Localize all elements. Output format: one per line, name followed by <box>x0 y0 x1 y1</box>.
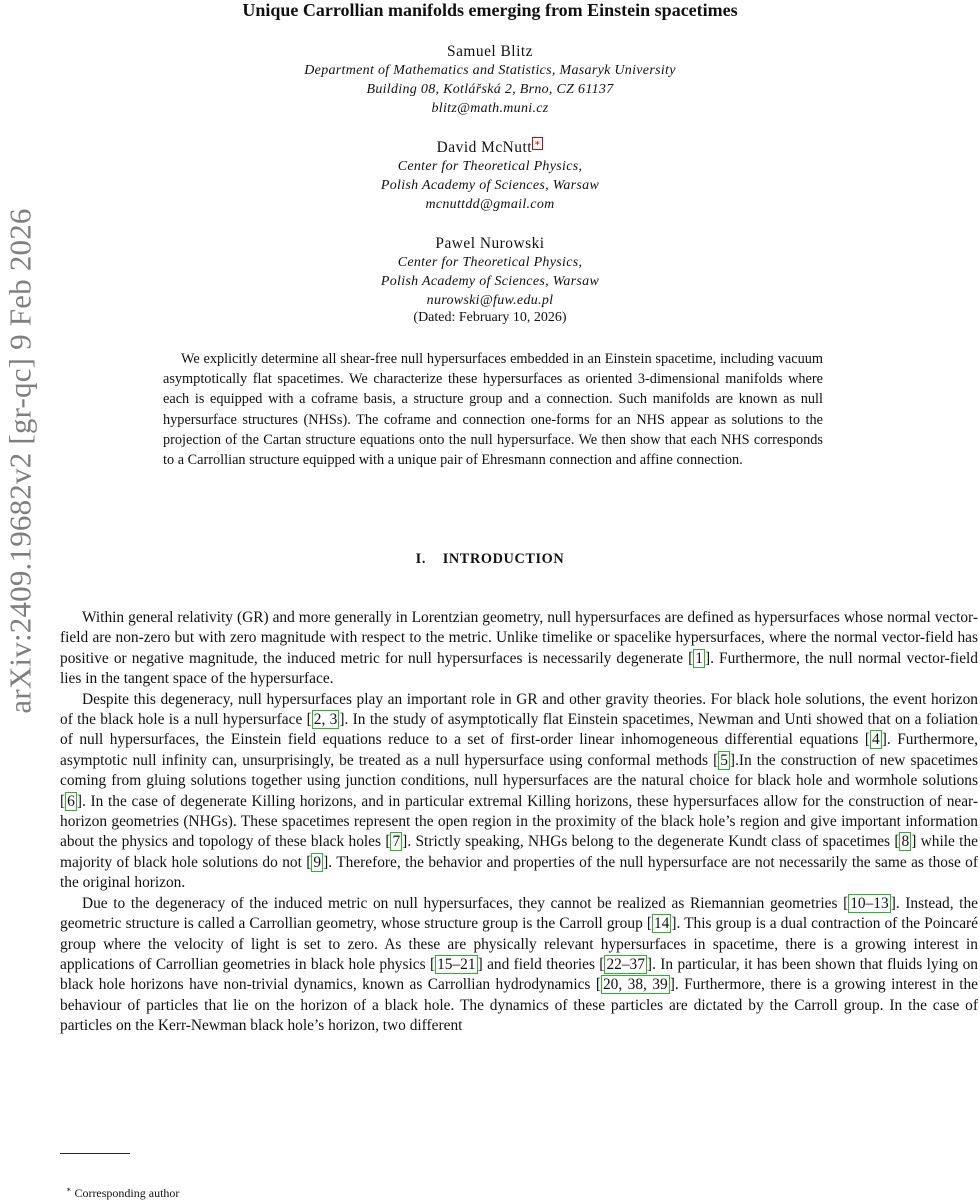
author-affiliation: Center for Theoretical Physics, <box>397 159 583 174</box>
paragraph-text: . This group is a dual contraction of the Poincaré group where the velocity of light is set to zero. As these are physically relevant hypersurfaces in spacetime, there is a growing interest in applications of Carrollian geometries in black hole physics <box>60 915 978 973</box>
footnote-link[interactable]: ∗ <box>534 137 542 149</box>
date-line: (Dated: February 10, 2026) <box>413 310 567 325</box>
citation-link[interactable]: 9 <box>313 853 322 871</box>
citation-link[interactable]: 1 <box>695 649 703 667</box>
paper-title: Unique Carrollian manifolds emerging from Einstein spacetimes <box>242 0 738 20</box>
paragraph-text: Due to the degeneracy of the induced metric on null hypersurfaces, they cannot be realized as Riemannian geometries <box>82 894 844 912</box>
paragraph-text: . Therefore, the behavior and properties of the null hypersurface are not necessarily the same as those of the original horizon. <box>60 853 979 892</box>
footnote-divider <box>60 1153 130 1154</box>
paragraph-text: Despite this degeneracy, null hypersurfaces play an important role in GR and other gravity theories. For black hole solutions, the event horizon of the black hole is a null hypersurface <box>60 690 978 729</box>
body-paragraph: Within general relativity (GR) and more generally in Lorentzian geometry, null hypersurfaces are defined as hypersurfaces whose normal vector-field are non-zero but with zero magnitude with respect to the metric. Unlike timelike or spacelike hypersurfaces, where the normal vector-field has positive or negative magnitude, the induced metric for null hypersurfaces is necessarily degenerate [ 1 ]. Furthermore, the null normal vector-field lies in the tangent space of the hypersurface. <box>60 609 978 688</box>
citation-link[interactable]: 4 <box>872 731 880 749</box>
abstract: We explicitly determine all shear-free null hypersurfaces embedded in an Einstein spacetime, including vacuum asymptotically flat spacetimes. We characterize these hypersurfaces as oriented 3-dimensional manifolds where each is equipped with a coframe basis, a structure group and a connection. Such manifolds are known as null hypersurface structures (NHSs). The coframe and connection one-forms for an NHS appear as solutions to the projection of the Cartan structure equations onto the null hypersurface. We then show that each NHS corresponds to a Carrollian structure equipped with a unique pair of Ehresmann connection and affine connection. <box>163 351 823 469</box>
author-address: Polish Academy of Sciences, Warsaw <box>380 178 600 193</box>
author-affiliation: Department of Mathematics and Statistics, Masaryk University <box>304 63 676 78</box>
author-name: David McNutt <box>436 139 533 156</box>
paragraph-text: .In the construction of new spacetimes coming from gluing solutions together using junction conditions, null hypersurfaces are the natural choice for black hole and wormhole solutions <box>60 751 978 790</box>
author-address: Building 08, Kotlářská 2, Brno, CZ 61137 <box>366 82 614 97</box>
author-affiliation: Center for Theoretical Physics, <box>397 255 583 270</box>
citation-link[interactable]: 2, 3 <box>313 711 338 729</box>
paragraph-text: while the majority of black hole solutions do not <box>60 833 978 871</box>
citation-link[interactable]: 15–21 <box>437 955 476 973</box>
section-heading <box>0 551 980 568</box>
author-email: nurowski@fuw.edu.pl <box>426 293 554 308</box>
citation-link[interactable]: 8 <box>901 833 910 851</box>
arxiv-identifier-text: arXiv:2409.19682v2 [gr-qc] 9 Feb 2026 <box>3 208 38 714</box>
citation-link[interactable]: 5 <box>720 751 728 769</box>
author-block <box>150 138 830 214</box>
citation-link[interactable]: 10–13 <box>850 894 889 912</box>
paragraph-text: . Furthermore, the null normal vector-field lies in the tangent space of the hypersurface. <box>60 649 978 688</box>
author-email: blitz@math.muni.cz <box>431 101 549 116</box>
author-name-row <box>150 138 830 157</box>
citation-link[interactable]: 7 <box>392 833 401 851</box>
footnote <box>66 1183 179 1200</box>
paragraph-text: . In particular, it has been shown that fluids lying on black hole horizons have non-trivial dynamics, known as Carrollian hydrodynamics <box>60 955 978 994</box>
body-paragraph: Due to the degeneracy of the induced metric on null hypersurfaces, they cannot be realized as Riemannian geometries [ 10–13 ]. Instead, the geometric structure is called a Carrollian geometry, whose structure group is the Carroll group [ 14 ]. This group is a dual contraction of the Poincaré group where the velocity of light is set to zero. As these are physically relevant hypersurfaces in spacetime, there is a growing interest in applications of Carrollian geometries in black hole physics [ 15–21 ] and field theories [ 22–37 ]. In particular, it has been shown that fluids lying on black hole horizons have non-trivial dynamics, known as Carrollian hydrodynamics [ 20, 38, 39 ]. Furthermore, there is a growing interest in the behaviour of particles that lie on the horizon of a black hole. The dynamics of these particles are dictated by the Carroll group. In the case of particles on the Kerr-Newman black hole’s horizon, two different <box>60 894 978 1035</box>
body-paragraph: Despite this degeneracy, null hypersurfaces play an important role in GR and other gravity theories. For black hole solutions, the event horizon of the black hole is a null hypersurface [ 2, 3 ]. In the study of asymptotically flat Einstein spacetimes, Newman and Unti showed that on a foliation of null hypersurfaces, the Einstein field equations reduce to a set of first-order linear inhomogeneous differential equations [ 4 ]. Furthermore, asymptotic null infinity can, unsurprisingly, be treated as a null hypersurface using conformal methods [ 5 ].In the construction of new spacetimes coming from gluing solutions together using junction conditions, null hypersurfaces are the natural choice for black hole and wormhole solutions [ 6 ]. In the case of degenerate Killing horizons, and in particular extremal Killing horizons, these hypersurfaces allow for the construction of near-horizon geometries (NHGs). These spacetimes represent the open region in the proximity of the black hole’s region and give important information about the physics and topology of these black holes [ 7 ]. Strictly speaking, NHGs belong to the degenerate Kundt class of spacetimes [ 8 ] while the majority of black hole solutions do not [ 9 ]. Therefore, the behavior and properties of the null hypersurface are not necessarily the same as those of the original horizon. <box>60 690 979 892</box>
footnote-mark: ∗ <box>66 1185 72 1194</box>
citation-link[interactable]: 20, 38, 39 <box>602 976 668 994</box>
author-list <box>150 42 830 327</box>
paragraph-text: . Instead, the geometric structure is called a Carrollian geometry, whose structure group is the Carroll group <box>60 894 978 933</box>
paragraph-text: and field theories <box>482 955 600 973</box>
paragraph-text: . In the case of degenerate Killing horizons, and in particular extremal Killing horizons, these hypersurfaces allow for the construction of near-horizon geometries (NHGs). These spacetimes represent the open region in the proximity of the black hole’s region and give important information about the physics and topology of these black holes <box>60 792 978 851</box>
citation-link[interactable]: 22–37 <box>606 955 645 973</box>
author-block <box>150 42 830 118</box>
author-block <box>150 234 830 310</box>
paragraph-text: . Furthermore, there is a growing interest in the behaviour of particles that lie on the horizon of a black hole. The dynamics of these particles are dictated by the Carroll group. In the case of particles on the Kerr-Newman black hole’s horizon, two different <box>60 976 978 1035</box>
citation-link[interactable]: 14 <box>653 915 670 933</box>
footnote-text: Corresponding author <box>74 1186 180 1200</box>
author-address: Polish Academy of Sciences, Warsaw <box>380 274 600 289</box>
citation-link[interactable]: 6 <box>67 792 75 810</box>
section-title: INTRODUCTION <box>442 551 565 567</box>
introduction-body <box>60 608 978 1037</box>
paragraph-text: Within general relativity (GR) and more generally in Lorentzian geometry, null hypersurfaces are defined as hypersurfaces whose normal vector-field are non-zero but with zero magnitude with respect to the metric. Unlike timelike or spacelike hypersurfaces, where the normal vector-field has positive or negative magnitude, the induced metric for null hypersurfaces is necessarily degenerate <box>60 609 978 667</box>
paragraph-text: . Strictly speaking, NHGs belong to the degenerate Kundt class of spacetimes <box>407 833 895 851</box>
paragraph-text: . Furthermore, asymptotic null infinity can, unsurprisingly, be treated as a null hypersurface using conformal methods <box>60 731 978 769</box>
section-number: I. <box>415 551 427 567</box>
paragraph-text: . In the study of asymptotically flat Einstein spacetimes, Newman and Unti showed that on a foliation of null hypersurfaces, the Einstein field equations reduce to a set of first-order linear inhomogeneous differential equations <box>60 711 978 749</box>
author-name: Pawel Nurowski <box>435 235 545 252</box>
author-email: mcnuttdd@gmail.com <box>425 197 555 212</box>
author-name: Samuel Blitz <box>447 43 533 60</box>
